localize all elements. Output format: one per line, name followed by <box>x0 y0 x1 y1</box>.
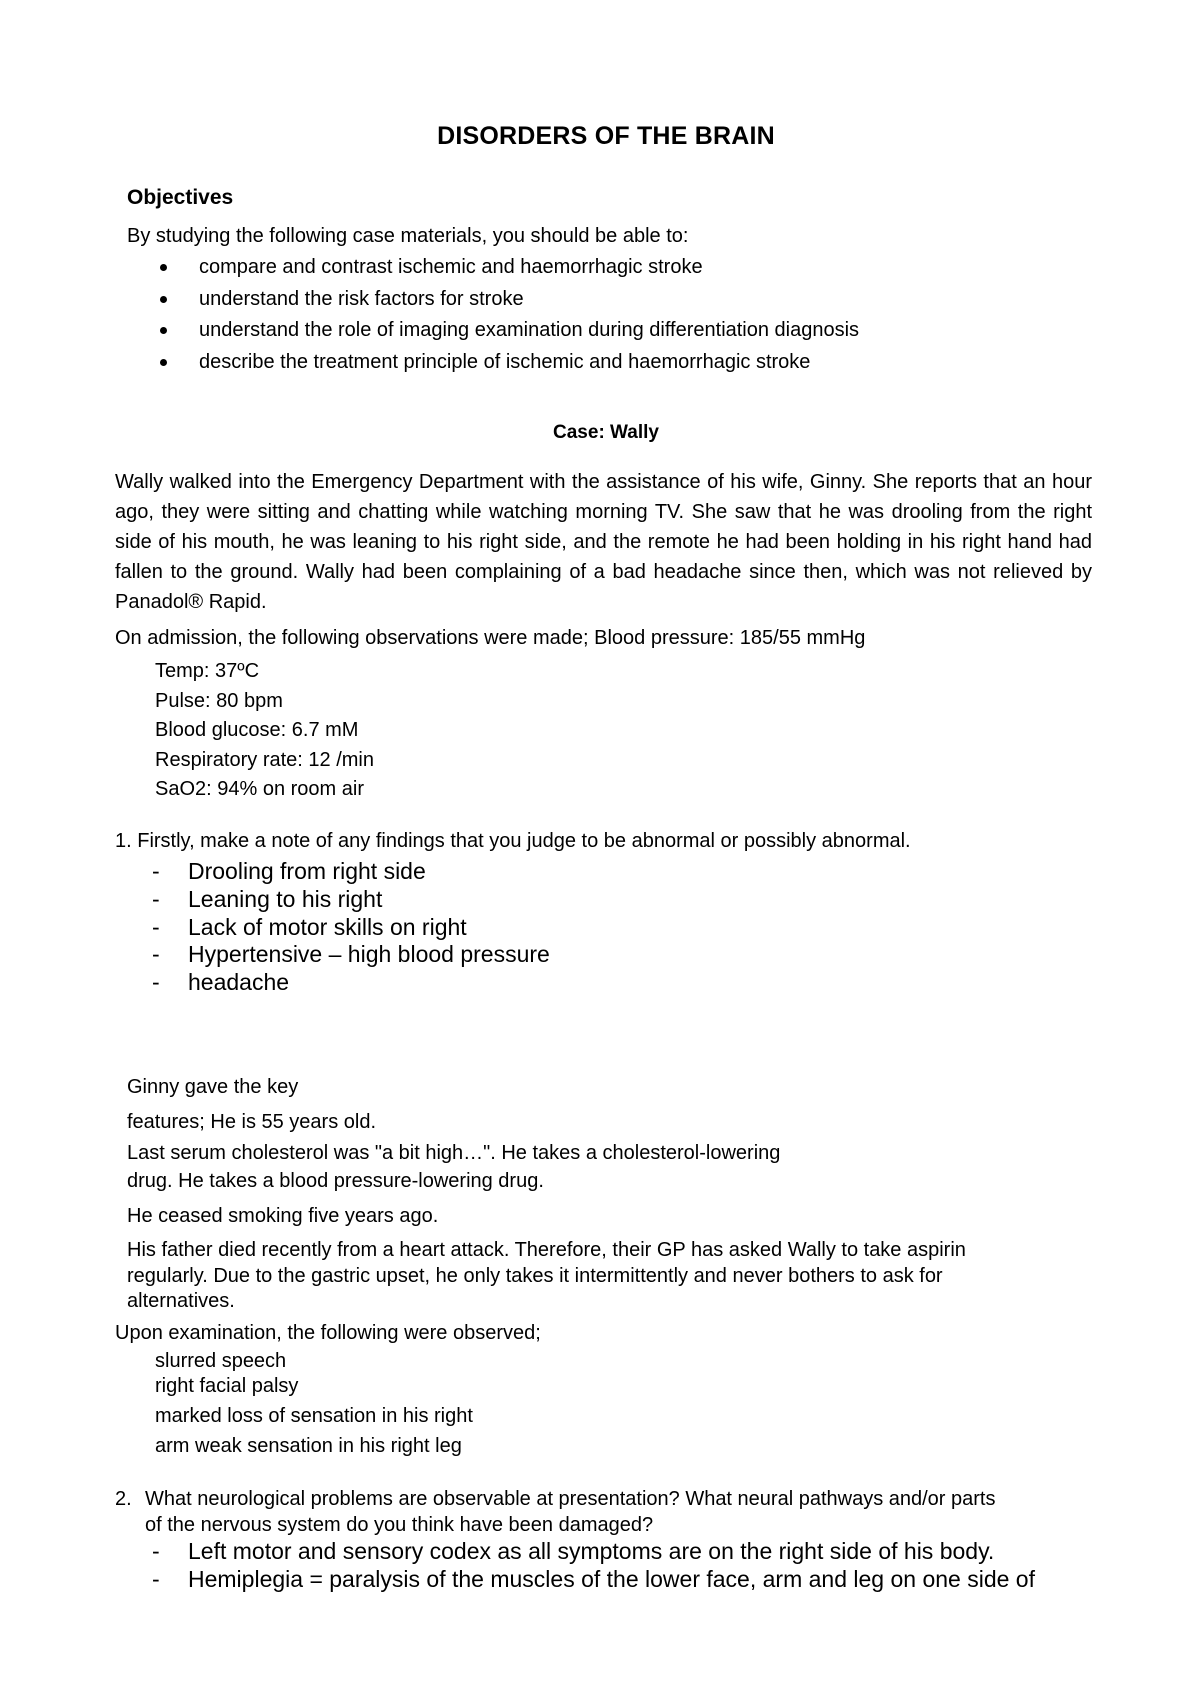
exam-item: arm weak sensation in his right leg <box>155 1435 462 1457</box>
objectives-heading: Objectives <box>127 186 234 209</box>
history-line: regularly. Due to the gastric upset, he only takes it intermittently and never bothers to ask for <box>127 1265 943 1287</box>
dash-icon: - <box>152 969 160 996</box>
history-line: features; He is 55 years old. <box>127 1111 377 1133</box>
vitals-list <box>155 657 374 805</box>
objectives-intro: By studying the following case materials, you should be able to: <box>127 225 689 247</box>
list-item: - headache <box>152 969 290 996</box>
vital-sao2: SaO2: 94% on room air <box>155 778 364 801</box>
exam-item: right facial palsy <box>155 1375 299 1397</box>
list-item: describe the treatment principle of ischemic and haemorrhagic stroke <box>160 347 859 379</box>
list-item: - Left motor and sensory codex as all symptoms are on the right side of his body. <box>152 1538 995 1564</box>
history-line: Last serum cholesterol was "a bit high…". He takes a cholesterol-lowering <box>127 1142 781 1164</box>
dash-icon: - <box>152 913 160 940</box>
history-line: Ginny gave the key <box>127 1076 299 1098</box>
list-item: - Drooling from right side <box>152 858 426 884</box>
bullet-icon <box>160 359 167 366</box>
history-line: He ceased smoking five years ago. <box>127 1205 439 1227</box>
dash-icon: - <box>152 885 160 912</box>
vital-glucose: Blood glucose: 6.7 mM <box>155 719 359 742</box>
case-heading: Case: Wally <box>553 422 659 443</box>
dash-icon: - <box>152 941 160 968</box>
bullet-icon <box>160 327 167 334</box>
dash-icon: - <box>152 858 160 884</box>
history-line: alternatives. <box>127 1290 235 1312</box>
dash-icon: - <box>152 1538 160 1564</box>
question-1-answers <box>152 858 550 997</box>
examination-intro: Upon examination, the following were observed; <box>115 1322 541 1344</box>
list-item: - Lack of motor skills on right <box>152 913 467 940</box>
question-2-number: 2. <box>115 1488 132 1510</box>
list-item: - Leaning to his right <box>152 885 383 912</box>
case-paragraph: Wally walked into the Emergency Department with the assistance of his wife, Ginny. She reports that an hour ago, they were sitting and chatting while watching morning TV. She saw that he was drooling from the right side of his mouth, he was leaning to his right side, and the remote he had been holding in his right hand had fallen to the ground. Wally had been complaining of a bad headache since then, which was not relieved by Panadol® Rapid. <box>115 471 1092 613</box>
question-2-answers <box>152 1538 1035 1594</box>
admission-observations: On admission, the following observations were made; Blood pressure: 185/55 mmHg <box>115 627 866 649</box>
vital-pulse: Pulse: 80 bpm <box>155 689 283 712</box>
list-item: understand the risk factors for stroke <box>160 284 859 316</box>
list-item: - Hemiplegia = paralysis of the muscles of the lower face, arm and leg on one side of <box>152 1565 1035 1592</box>
bullet-icon <box>160 296 167 303</box>
objectives-list <box>160 252 859 378</box>
exam-item: slurred speech <box>155 1350 287 1372</box>
list-item: understand the role of imaging examination during differentiation diagnosis <box>160 315 859 347</box>
dash-icon: - <box>152 1565 160 1592</box>
question-2-line: What neurological problems are observable at presentation? What neural pathways and/or parts <box>145 1488 996 1510</box>
vital-respiratory: Respiratory rate: 12 /min <box>155 748 374 771</box>
exam-item: marked loss of sensation in his right <box>155 1405 473 1427</box>
bullet-icon <box>160 264 167 271</box>
vital-temp: Temp: 37ºC <box>155 660 260 682</box>
list-item: - Hypertensive – high blood pressure <box>152 941 550 968</box>
question-1: 1. Firstly, make a note of any findings that you judge to be abnormal or possibly abnormal. <box>115 830 911 852</box>
history-line: drug. He takes a blood pressure-lowering drug. <box>127 1170 544 1192</box>
question-2 <box>115 1487 995 1538</box>
question-2-line: of the nervous system do you think have been damaged? <box>145 1513 654 1536</box>
list-item: compare and contrast ischemic and haemorrhagic stroke <box>160 252 859 284</box>
document-title: DISORDERS OF THE BRAIN <box>437 122 775 150</box>
history-line: His father died recently from a heart attack. Therefore, their GP has asked Wally to take aspirin <box>127 1239 966 1261</box>
